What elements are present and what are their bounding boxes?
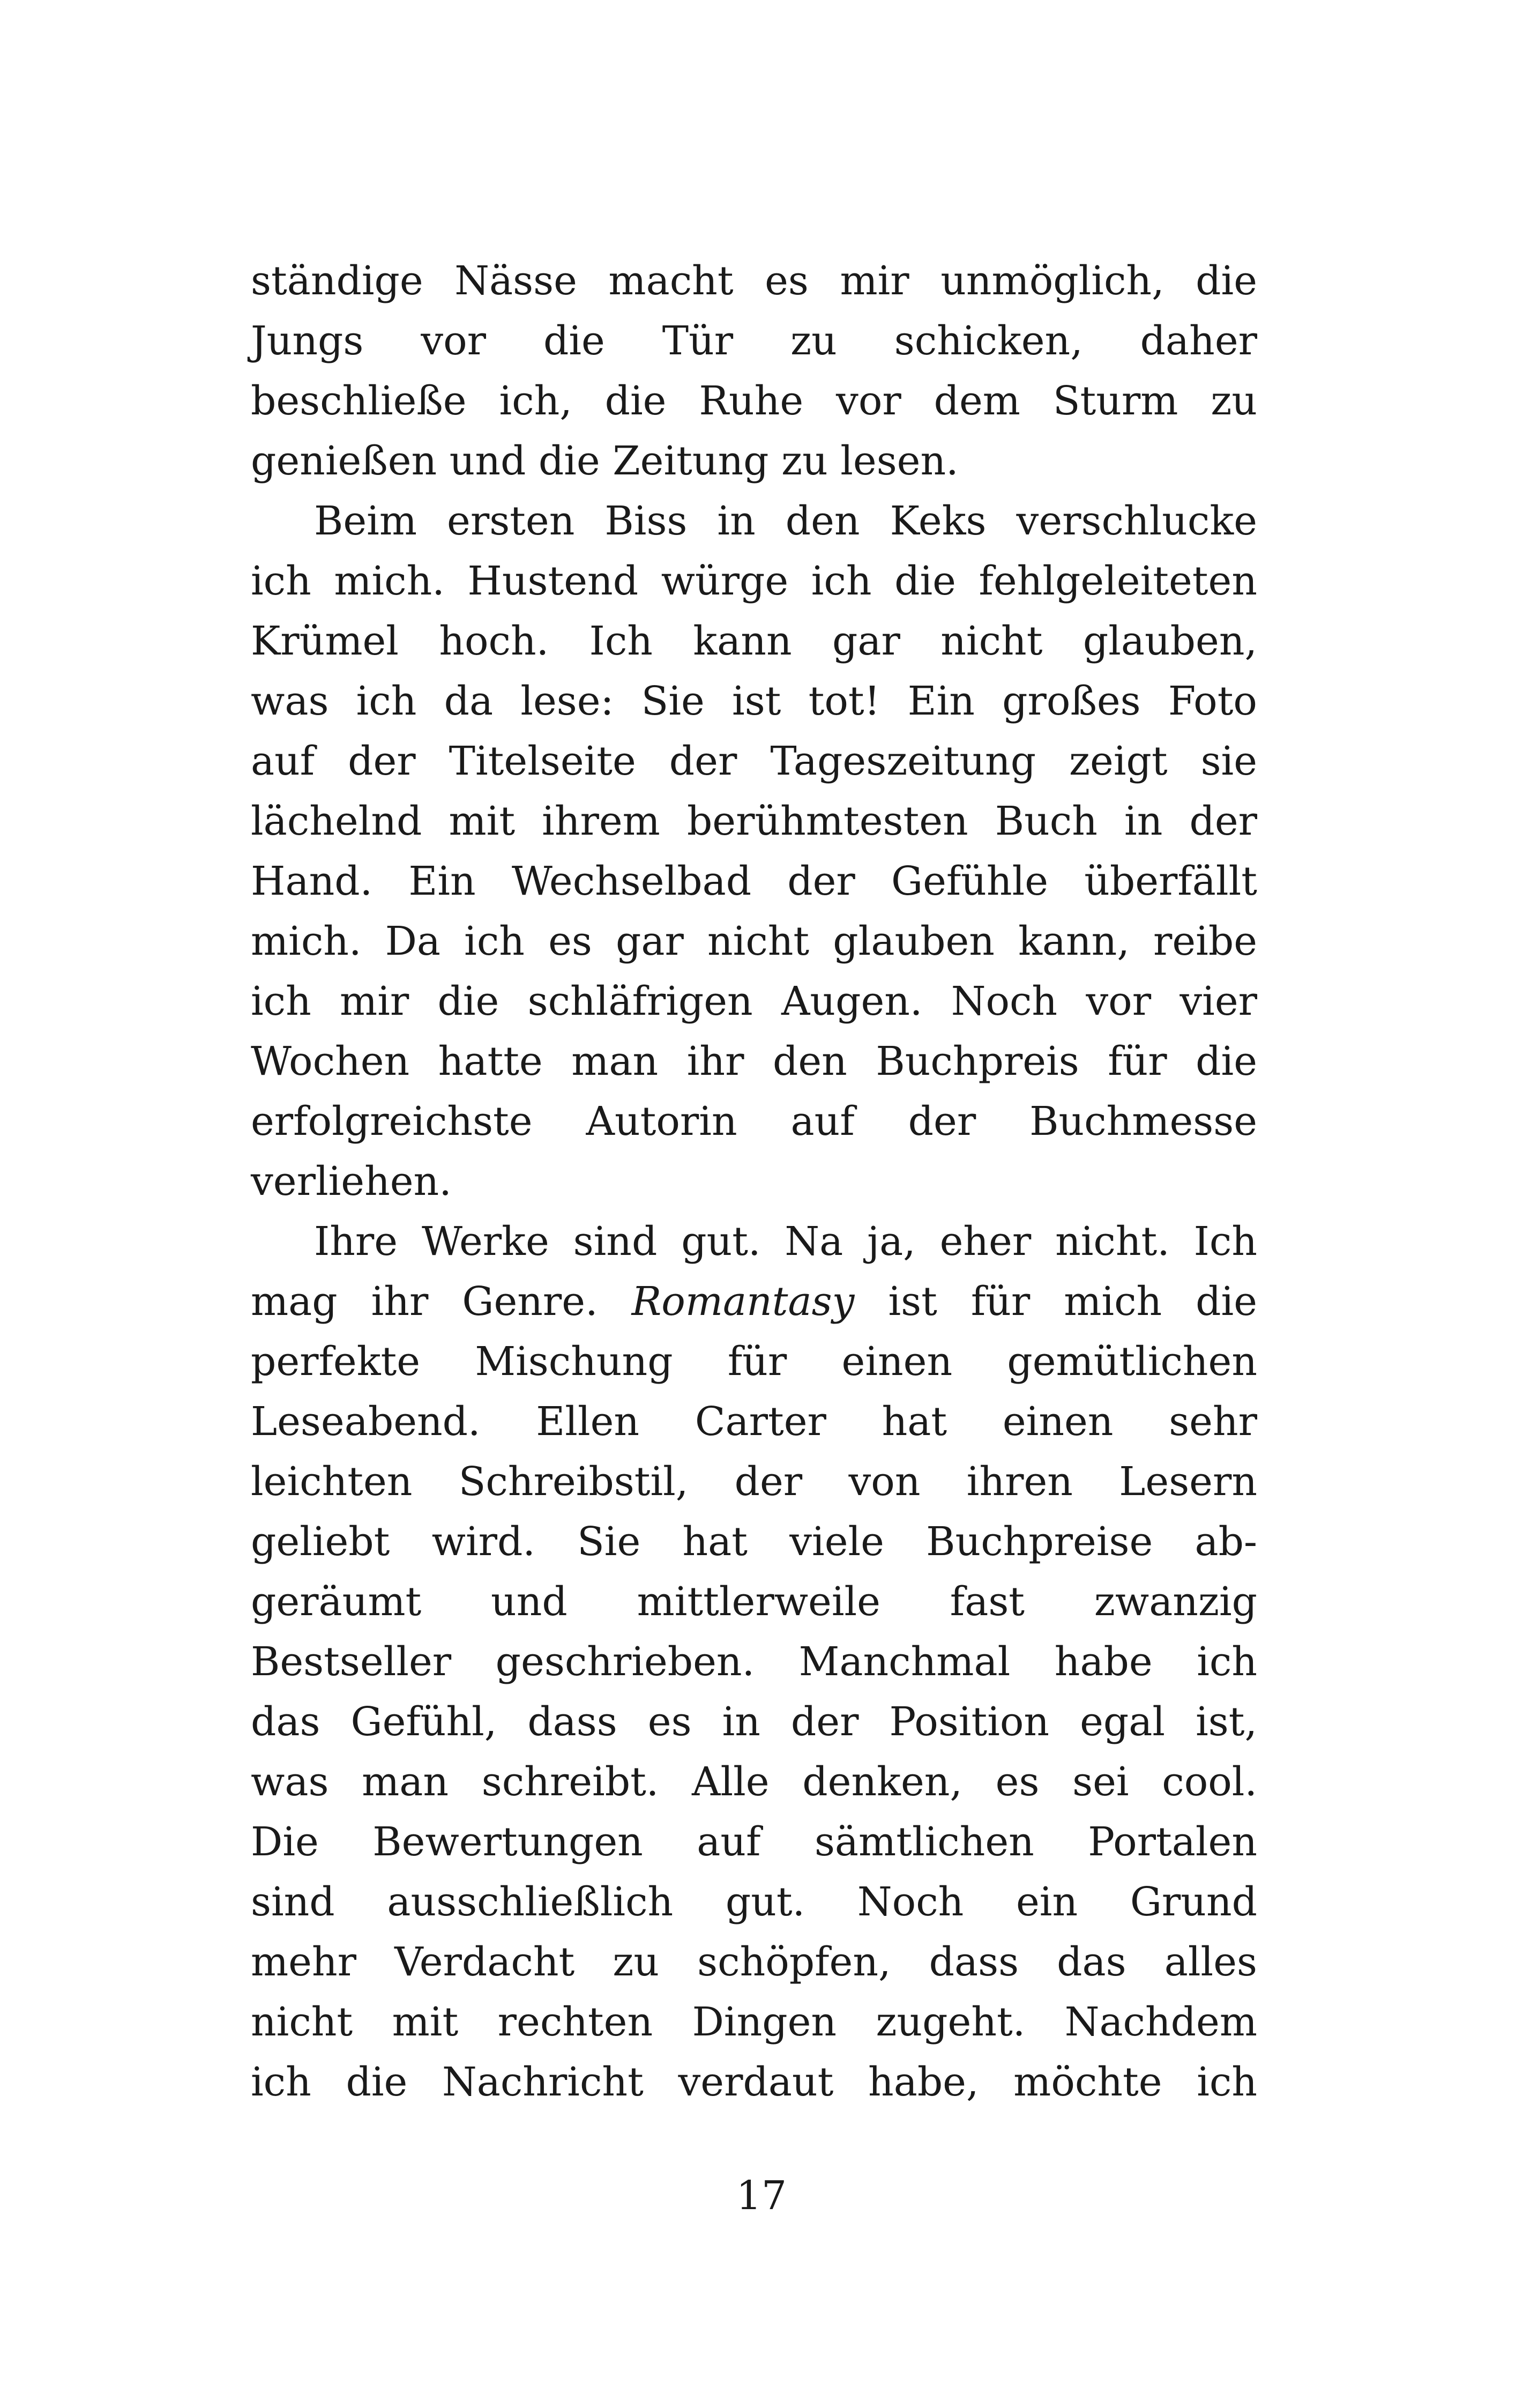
text-line: auf der Titelseite der Tageszeitung zeigt sie	[251, 738, 1257, 784]
italic-genre-term: Romantasy	[631, 1279, 855, 1325]
text-line: Beim ersten Biss in den Keks verschlucke	[314, 498, 1257, 544]
text-line: Leseabend. Ellen Carter hat einen sehr	[251, 1399, 1257, 1445]
text-line: Die Bewertungen auf sämtlichen Portalen	[251, 1819, 1257, 1865]
text-line: Krümel hoch. Ich kann gar nicht glauben,	[251, 618, 1257, 664]
text-line: geliebt wird. Sie hat viele Buchpreise ab-	[251, 1519, 1257, 1565]
text-line: ich mich. Hustend würge ich die fehlgeleiteten	[251, 558, 1257, 604]
text-line: Wochen hatte man ihr den Buchpreis für die	[251, 1038, 1257, 1084]
text-line: perfekte Mischung für einen gemütlichen	[251, 1339, 1257, 1385]
text-segment: ist für mich die	[888, 1279, 1257, 1325]
text-line: Bestseller geschrieben. Manchmal habe ich	[251, 1639, 1257, 1685]
page-number: 17	[736, 2173, 787, 2219]
text-line: mehr Verdacht zu schöpfen, dass das alles	[251, 1939, 1257, 1985]
text-line: ich mir die schläfrigen Augen. Noch vor vier	[251, 978, 1257, 1024]
text-line: beschließe ich, die Ruhe vor dem Sturm zu	[251, 378, 1257, 424]
text-line: genießen und die Zeitung zu lesen.	[251, 438, 959, 484]
text-line-with-italic	[251, 1272, 1257, 1332]
text-line: Hand. Ein Wechselbad der Gefühle überfällt	[251, 858, 1257, 904]
text-line: was ich da lese: Sie ist tot! Ein großes Foto	[251, 678, 1257, 724]
text-line: lächelnd mit ihrem berühmtesten Buch in der	[251, 798, 1257, 844]
body-text	[251, 251, 1257, 2112]
text-line: geräumt und mittlerweile fast zwanzig	[251, 1579, 1257, 1625]
text-line: ständige Nässe macht es mir unmöglich, die	[251, 258, 1257, 304]
text-line: erfolgreichste Autorin auf der Buchmesse	[251, 1098, 1257, 1144]
text-line: Jungs vor die Tür zu schicken, daher	[251, 318, 1257, 364]
text-segment: mag ihr Genre.	[251, 1279, 598, 1325]
text-line: was man schreibt. Alle denken, es sei cool.	[251, 1759, 1257, 1805]
text-line: Ihre Werke sind gut. Na ja, eher nicht. Ich	[314, 1218, 1257, 1265]
text-line: leichten Schreibstil, der von ihren Lesern	[251, 1459, 1257, 1505]
text-line: nicht mit rechten Dingen zugeht. Nachdem	[251, 1999, 1257, 2045]
text-line: ich die Nachricht verdaut habe, möchte ich	[251, 2059, 1257, 2105]
text-line: mich. Da ich es gar nicht glauben kann, reibe	[251, 918, 1257, 964]
text-line: sind ausschließlich gut. Noch ein Grund	[251, 1879, 1257, 1925]
text-line: das Gefühl, dass es in der Position egal ist,	[251, 1699, 1257, 1745]
text-line: verliehen.	[251, 1158, 452, 1205]
